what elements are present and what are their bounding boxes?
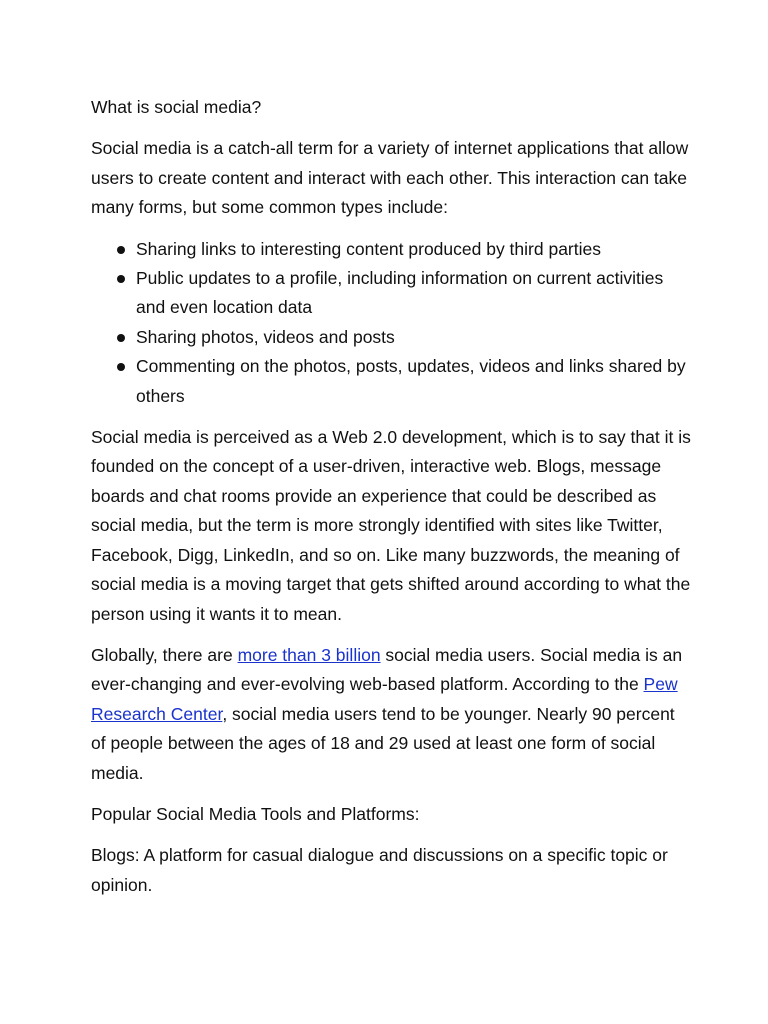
- list-item: [91, 323, 691, 352]
- bullet-icon: [117, 246, 125, 254]
- list-item-text: Public updates to a profile, including information on current activities and even location data: [136, 268, 664, 318]
- list-item: [91, 235, 691, 264]
- global-text-part3: , social media users tend to be younger. Nearly 90 percent of people between the ages of 18 and 29 used at least one form of social media.: [91, 703, 675, 783]
- list-item: [91, 264, 691, 323]
- bullet-icon: [117, 334, 125, 342]
- bullet-icon: [117, 275, 125, 283]
- pew-research-center-link[interactable]: Pew Research Center: [91, 674, 678, 724]
- list-item-text: Sharing photos, videos and posts: [136, 326, 395, 347]
- list-item-text: Commenting on the photos, posts, updates, videos and links shared by others: [136, 356, 686, 406]
- global-text-part2: social media users. Social media is an ever-changing and ever-evolving web-based platform. According to the: [91, 644, 683, 695]
- interaction-types-list: [91, 235, 691, 411]
- tools-heading: Popular Social Media Tools and Platforms:: [91, 803, 420, 824]
- heading-what-is-social-media: What is social media?: [91, 97, 262, 117]
- bullet-icon: [117, 363, 125, 371]
- blogs-paragraph: Blogs: A platform for casual dialogue and discussions on a specific topic or opinion.: [91, 845, 668, 895]
- global-users-paragraph: [91, 641, 691, 788]
- document-body: [91, 93, 691, 912]
- global-text-part1: Globally, there are: [91, 644, 238, 665]
- web20-paragraph: Social media is perceived as a Web 2.0 development, which is to say that it is founded on the concept of a user-driven, interactive web. Blogs, message boards and chat rooms provide an experience that could be described as social media, but the term is more strongly identified with sites like Twitter, Facebook, Digg, LinkedIn, and so on. Like many buzzwords, the meaning of social media is a moving target that gets shifted around according to what the person using it wants it to mean.: [91, 427, 691, 624]
- list-item-text: Sharing links to interesting content produced by third parties: [136, 238, 601, 259]
- intro-paragraph: Social media is a catch-all term for a variety of internet applications that allow users to create content and interact with each other. This interaction can take many forms, but some common types include:: [91, 138, 689, 218]
- more-than-3-billion-link[interactable]: more than 3 billion: [237, 644, 381, 665]
- list-item: [91, 352, 691, 411]
